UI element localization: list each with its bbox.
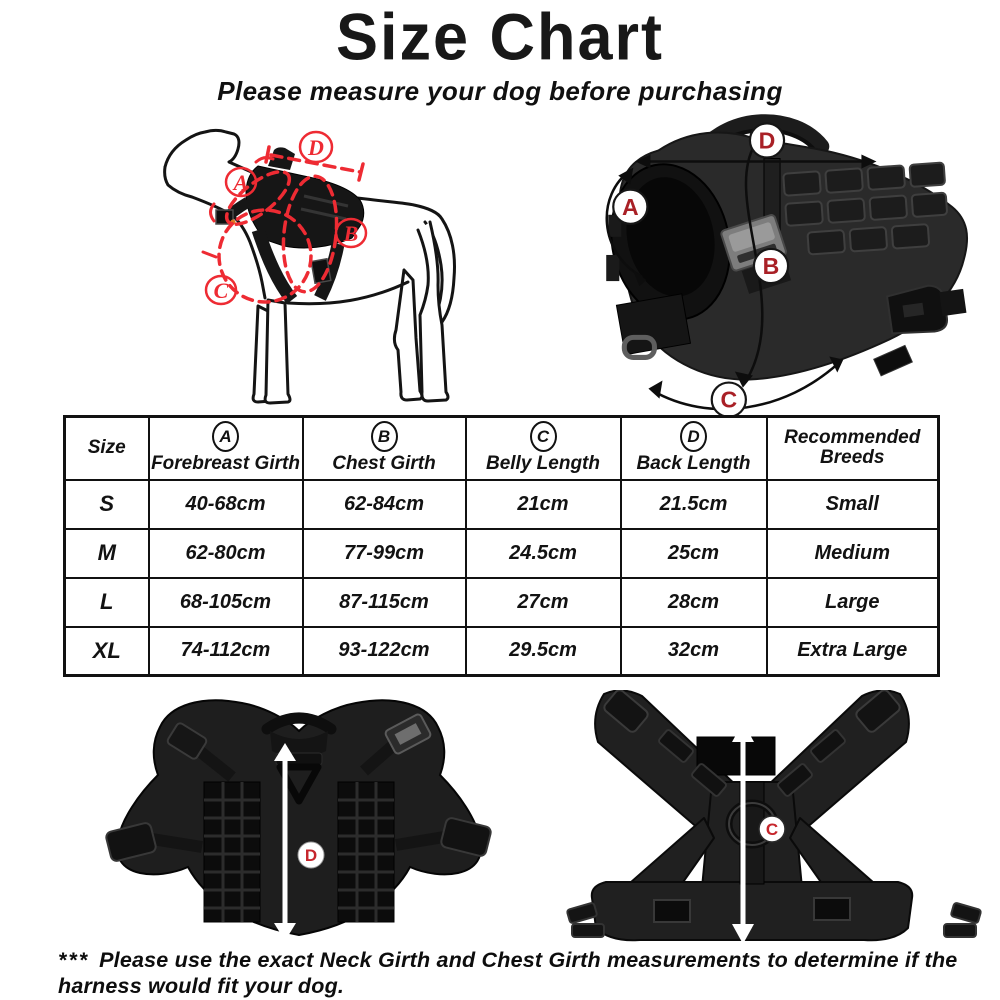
belly-label-c: C <box>765 820 779 839</box>
footnote <box>58 947 970 999</box>
photo-label-d: D <box>758 127 776 154</box>
footnote-text: Please use the exact Neck Girth and Chest Girth measurements to determine if the harness would fit your dog. <box>58 948 958 999</box>
cell-forebreast: 74-112cm <box>149 627 303 676</box>
circled-letter-d: D <box>680 421 707 452</box>
harness-top-view-photo <box>92 686 505 948</box>
col-label: Size <box>87 436 126 458</box>
photo-label-a: A <box>621 193 639 220</box>
harness-belly-svg <box>563 690 985 950</box>
page-subtitle: Please measure your dog before purchasing <box>217 76 783 106</box>
col-label: Belly Length <box>485 453 600 475</box>
col-header-recommended-breeds <box>767 417 939 480</box>
table-row-m <box>65 529 939 578</box>
harness-flat-svg <box>92 686 505 948</box>
cell-belly: 29.5cm <box>466 627 621 676</box>
cell-chest: 77-99cm <box>303 529 466 578</box>
dog-measurement-diagram <box>108 110 548 415</box>
cell-back: 25cm <box>621 529 767 578</box>
photo-label-b: B <box>762 253 780 280</box>
flat-label-d: D <box>304 846 318 865</box>
cell-breeds: Medium <box>767 529 939 578</box>
cell-size: L <box>65 578 149 627</box>
col-label: Forebreast Girth <box>151 453 300 475</box>
cell-chest: 93-122cm <box>303 627 466 676</box>
dog-label-c: C <box>213 278 229 303</box>
col-label: Recommended Breeds <box>784 426 921 469</box>
footnote-asterisks: *** <box>58 948 90 972</box>
col-header-belly-length <box>466 417 621 480</box>
cell-back: 28cm <box>621 578 767 627</box>
table-row-l <box>65 578 939 627</box>
col-header-size <box>65 417 149 480</box>
cell-breeds: Large <box>767 578 939 627</box>
cell-chest: 87-115cm <box>303 578 466 627</box>
cell-size: XL <box>65 627 149 676</box>
harness-bottom-view-photo <box>563 690 985 950</box>
cell-size: S <box>65 480 149 529</box>
cell-breeds: Extra Large <box>767 627 939 676</box>
col-label: Chest Girth <box>332 453 436 475</box>
harness-side-photo <box>558 106 980 420</box>
page-title: Size Chart <box>335 1 665 74</box>
cell-forebreast: 68-105cm <box>149 578 303 627</box>
cell-breeds: Small <box>767 480 939 529</box>
col-label: Back Length <box>636 453 751 475</box>
col-header-forebreast-girth <box>149 417 303 480</box>
photo-label-c: C <box>720 386 738 413</box>
top-handle <box>267 718 331 729</box>
col-header-chest-girth <box>303 417 466 480</box>
dog-label-a: A <box>233 170 249 195</box>
cell-belly: 27cm <box>466 578 621 627</box>
circled-letter-b: B <box>371 421 398 452</box>
table-row-xl <box>65 627 939 676</box>
table-header-row <box>65 417 939 480</box>
cell-back: 32cm <box>621 627 767 676</box>
circled-letter-c: C <box>530 421 557 452</box>
cell-size: M <box>65 529 149 578</box>
cell-back: 21.5cm <box>621 480 767 529</box>
dog-label-d: D <box>308 135 324 160</box>
cell-forebreast: 62-80cm <box>149 529 303 578</box>
col-header-back-length <box>621 417 767 480</box>
cell-belly: 21cm <box>466 480 621 529</box>
dog-label-b: B <box>343 221 359 246</box>
circled-letter-a: A <box>212 421 239 452</box>
cell-chest: 62-84cm <box>303 480 466 529</box>
dog-diagram-svg <box>108 110 548 415</box>
harness-photo-svg <box>558 106 980 420</box>
table-row-s <box>65 480 939 529</box>
cell-forebreast: 40-68cm <box>149 480 303 529</box>
size-chart-table <box>63 415 940 677</box>
cell-belly: 24.5cm <box>466 529 621 578</box>
